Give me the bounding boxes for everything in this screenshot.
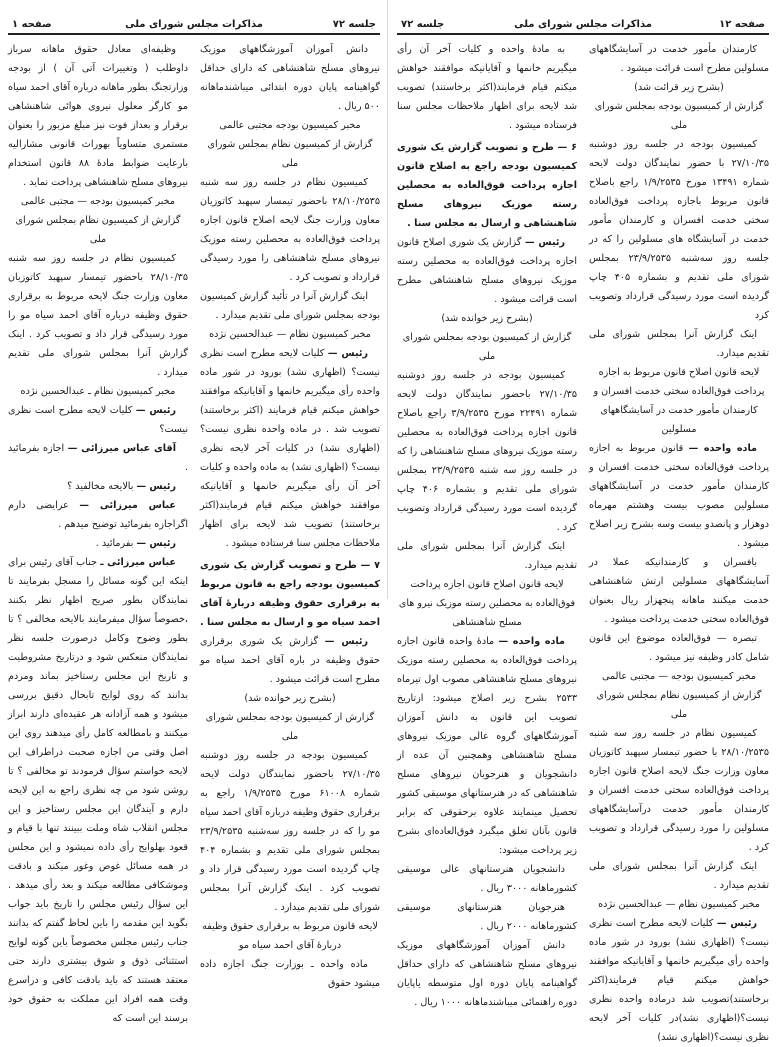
- paragraph-text: (بشرح زیر قرائت شد): [634, 82, 724, 93]
- right-page: [389, 0, 777, 1043]
- centered-heading: [200, 325, 380, 344]
- speaker-paragraph: [200, 632, 380, 689]
- centered-heading: [589, 97, 769, 135]
- speaker-name: ماده واحده —: [688, 443, 757, 454]
- paragraph-text: دانش آموزان آموزشگاههای موزیک نیروهای مسلح شاهنشاهی که دارای حداقل گواهینامه پایان دوره اول متوسطه یاپایان دوره راهنمائی میباشندماهانه ۱۰۰۰ ریال .: [397, 940, 577, 1008]
- paragraph-text: لایحه قانون اصلاح قانون مربوط به اجازه پرداخت فوق‌العاده سختی خدمت افسران و کارمندان مأمور خدمت در آسایشگاههای مسلولین: [593, 367, 765, 435]
- paragraph-text: گزارش از کمیسیون نظام بمجلس شورای ملی: [207, 139, 373, 169]
- page-number: صفحه ۱۲: [719, 19, 765, 30]
- speaker-paragraph: [8, 496, 188, 534]
- paragraph-text: کمیسیون بودجه در جلسه روز دوشنبه ۲۷/۱۰/۳۵ با حضور نمایندگان دولت لایحه شماره ۱۳۴۹۱ مورخ ۱/۹/۲۵۳۵ راجع باصلاح قانون مربوط باجازه پرداخت فوق‌العاده سختی خدمت افسران و کارمندان مأمور خدمت در آسایشگاه های مسلولین را که در جلسه روز سه‌شنبه ۲۳/۹/۲۵۳۵ بمجلس شورای ملی تقدیم و بشماره ۴۰۵ چاپ گردیده است مورد رسیدگی قرارداد وتصویب کرد: [589, 139, 770, 321]
- paragraph: [397, 936, 577, 1012]
- paragraph-text: کمیسیون بودجه در جلسه روز دوشنبه ۲۷/۱۰/۳۵ باحضور نمایندگان دولت لایحه شماره ۶۱۰۰۸ مورخ ۱/۹/۲۵۳۵ راجع به برقراری حقوق وظیفه درباره آقای احمد سیاه مو را که در جلسه روز سه‌شنبه ۲۳/۹/۲۵۳۵ بمجلس شورای ملی تقدیم و بشماره ۴۰۴ چاپ گردیده است مورد رسیدگی قرار داد و تصویب کرد . اینک گزارش آنرا بمجلس شورای ملی تقدیم میدارد .: [200, 750, 380, 913]
- paragraph-text: اینک گزارش آنرا بمجلس شورای ملی تقدیم میدارد .: [589, 861, 769, 891]
- paragraph-text: مخبر کمیسیون نظام ـ عبدالحسین نژده: [20, 386, 176, 397]
- speaker-paragraph: [397, 632, 577, 860]
- paragraph-text: مخبر کمیسیون بودجه مجتبی عالمی: [219, 120, 361, 131]
- paragraph-text: گزارش از کمیسیون بودجه بمجلس شورای ملی: [402, 332, 572, 362]
- paragraph: [589, 135, 769, 325]
- paragraph-text: اجازه بفرمائید .: [8, 443, 188, 473]
- running-title: مذاکرات مجلس شورای ملی: [514, 19, 652, 30]
- paragraph: [589, 553, 769, 629]
- paragraph-text: جناب آقای رئیس برای اینکه این گونه مسائل را مسجل بفرمایند تا نمایندگان بطور صریح اظهار نظر بکنند ،خصوصاً سؤال میفرمایند بالایحه مخالفی ؟ تا بطور وضوح وکامل درصورت جلسه نظر نمایندگان منعکس شود و درتاریخ مشروطیت و تاریخ این مجلس رستاخیز بماند ومردم بدانند که روی لوایح تابحال دقیق بررسی میشود و همه آزادانه هر عقیده‌ای دارند ابراز میکنند و بامطالعه کامل رأی میدهند روی این اصل وقتی من اجازه صحبت دراطراف این لایحه خواستم سؤال فرمودند تو مخالفی ؟ تا روشن شود من چه نظری راجع به این لایحه دارم و آیندگان این مجلس رستاخیز و این مجلس انقلاب شاه وملت ببینند تنها با قیام و قعود بهلوایح رأی داده نمیشود و این مجلس در همه مسائل غوص وغور میکند و بادقت وموشکافی مطالعه میکند و بعد رأی میدهد . این سؤال رئیس مجلس را تاریخ باید جواب بگوید این مقدمه را باین لحاظ گفتم که بدانند جناب رئیس مجلس مخصوصاً باین گونه لوایح استثنائی ذوق و شوق بیشتری دارند حتی معتقد هستند که باید بادقت کافی و دراسرع وقت همه افراد این مملکت به حقوق خود برسند این است که: [8, 557, 188, 1024]
- paragraph-text: مخبر کمیسیون نظام — عبدالحسین نژده: [209, 329, 371, 340]
- paragraph-text: گزارش از کمیسیون نظام بمجلس شورای ملی: [596, 690, 762, 720]
- speaker-paragraph: [589, 914, 769, 1047]
- paragraph: [200, 746, 380, 917]
- paragraph: [200, 955, 380, 993]
- paragraph: [200, 287, 380, 325]
- session-label: جلسه ۷۲: [401, 19, 445, 30]
- centered-heading: [200, 135, 380, 173]
- paragraph-text: مخبر کمیسیون بودجه — مجتبی عالمی: [601, 671, 757, 682]
- paragraph-text: بالایحه مخالفید ؟: [67, 481, 134, 492]
- column-left: [397, 40, 577, 1012]
- centered-heading: [200, 708, 380, 746]
- paragraph-text: گزارش یک شوری برقراری حقوق وظیفه در باره آقای احمد سیاه مو مطرح است قرائت میشود .: [200, 636, 380, 685]
- paragraph-text: ۷ — طرح و تصویب گزارش یک شوری کمیسیون بودجه راجع به قانون مربوط به برقراری حقوق وظیفه دربارهٔ آقای احمد سیاه مو و ارسال به مجلس سنا .: [200, 560, 380, 628]
- page-number: صفحه ۱: [12, 19, 52, 30]
- paragraph-text: کمیسیون نظام در جلسه روز سه شنبه ۲۸/۱۰/۲۵۳۵ با حضور تیمسار سپهبد کاتوزیان معاون وزارت جنگ لایحه اصلاح قانون اجازه پرداخت فوق‌العاده سختی خدمت افسران و کارمندان مأمور خدمت درآسایشگاههای مسلولین را مورد رسیدگی قرارداد و تصویب کرد .: [589, 728, 769, 853]
- page-gutter-divider: [387, 0, 388, 599]
- paragraph-text: لایحه قانون مربوط به برقراری حقوق وظیفه دربارهٔ آقای احمد سیاه مو: [202, 921, 378, 951]
- paragraph-text: تبصره — فوق‌العاده موضوع این قانون شامل کادر وظیفه نیز میشود .: [589, 633, 769, 663]
- speaker-paragraph: [200, 344, 380, 553]
- paragraph: [589, 724, 769, 857]
- paragraph-text: لایحه قانون اصلاح قانون اجازه پرداخت فوق‌العاده به محصلین رسته موزیک نیرو های مسلح شاهنشاهی: [398, 579, 576, 628]
- paragraph-text: اینک گزارش آنرا بمجلس شورای ملی تقدیم میدارد.: [589, 329, 769, 359]
- paragraph-text: کلیات لایحه مطرح است نظری نیست؟: [8, 405, 188, 435]
- speaker-name: ماده واحده —: [498, 636, 565, 647]
- speaker-name: آقای عباس میرزائی —: [67, 443, 176, 454]
- left-page: [0, 0, 388, 1024]
- paragraph-text: به مادهٔ واحده و کلیات آخر آن رأی میگیریم خانمها و آقایانیکه موافقند خواهش میکنم قیام فرمایند(اکثر برخاستند) تصویب شد لایحه برای اظهار ملاحظات مجلس سنا فرستاده میشود .: [397, 44, 577, 131]
- speaker-name: رئیس —: [324, 636, 368, 647]
- speaker-paragraph: [8, 401, 188, 439]
- speaker-name: رئیس —: [136, 538, 176, 549]
- paragraph-text: گزارش از کمیسیون نظام بمجلس شورای ملی: [15, 215, 181, 245]
- paragraph-text: گزارش از کمیسیون بودجه بمجلس شورای ملی: [205, 712, 375, 742]
- speaker-paragraph: [8, 439, 188, 477]
- paragraph-text: وظیفه‌ای معادل حقوق ماهانه سرباز داوطلب ( وتغییرات آتی آن ) از بودجه وزارتجنگ بطور ماهانه درباره آقای احمد سیاه مو کارگر معلول نیروی هوائی شاهنشاهی برقرار و بعداز فوت نیز مبلغ مزبور را بعنوان مستمری متساویاً بهوراث قانونی مشارالیه بارعایت ضوابط مادهٔ ۸۸ قانون استخدام نیروهای مسلح شاهنشاهی پرداخت نماید .: [8, 44, 188, 188]
- paragraph-text: دانشجویان هنرستانهای عالی موسیقی کشورماهانه ۳۰۰۰ ریال .: [397, 864, 577, 894]
- paragraph-text: بافسران و کارمندانیکه عملا در آسایشگاههای مسلولین ارتش شاهنشاهی خدمت میکنند ماهانه پنجهزار ریال بعنوان فوق‌العاده سختی خدمت پرداخت میشود .: [589, 557, 769, 625]
- paragraph-text: کمیسیون بودجه در جلسه روز دوشنبه ۲۷/۱۰/۳۵ باحضور نمایندگان دولت لایحه شماره ۲۲۴۹۱ مورخ ۳/۹/۲۵۳۵ راجع باصلاح قانون اجازه پرداخت فوق‌العاده به محصلین رسته موزیک نیروهای مسلح شاهنشاهی را که در جلسه روز سه شنبه ۲۳/۹/۲۵۳۵ بمجلس شورای ملی تقدیم و بشماره ۴۰۶ چاپ گردیده است مورد رسیدگی قرارداد وتصویب کرد .: [397, 370, 578, 533]
- paragraph-text: دانش آموزان آموزشگاههای موزیک نیروهای مسلح شاهنشاهی که دارای حداقل گواهینامه پایان دوره ابتدائی میباشندماهانه ۵۰۰ ریال .: [200, 44, 380, 112]
- speaker-paragraph: [397, 233, 577, 309]
- column-right: [200, 40, 380, 993]
- paragraph: [397, 366, 577, 537]
- paragraph-text: بفرمائید .: [95, 538, 134, 549]
- running-title: مذاکرات مجلس شورای ملی: [125, 19, 263, 30]
- paragraph: [397, 40, 577, 135]
- page-header: [397, 19, 769, 35]
- paragraph-text: (بشرح زیر خوانده شد): [244, 693, 336, 704]
- centered-heading: [397, 309, 577, 328]
- column-left: [8, 40, 188, 1028]
- speaker-paragraph: [589, 439, 769, 553]
- speaker-paragraph: [8, 534, 188, 553]
- paragraph: [589, 857, 769, 895]
- centered-heading: [589, 667, 769, 686]
- paragraph-text: گزارش از کمیسیون بودجه بمجلس شورای ملی: [594, 101, 764, 131]
- speaker-name: رئیس —: [524, 237, 565, 248]
- centered-heading: [589, 686, 769, 724]
- page-header: [8, 19, 380, 35]
- centered-heading: [589, 363, 769, 439]
- paragraph-text: کمیسیون نظام در جلسه روز سه شنبه ۲۸/۱۰/۲۵۳۵ باحضور تیمسار سپهبد کاتوزیان معاون وزارت جنگ لایحه اصلاح قانون اجازه پرداخت فوق‌العاده به محصلین رسته موزیک نیروهای مسلح شاهنشاهی را مورد رسیدگی قرارداد و تصویب کرد .: [200, 177, 380, 283]
- centered-heading: [397, 328, 577, 366]
- speaker-name: رئیس —: [327, 348, 368, 359]
- paragraph: [589, 325, 769, 363]
- speaker-paragraph: [8, 477, 188, 496]
- agenda-item-heading: [200, 556, 380, 632]
- paragraph-text: مادهٔ واحده قانون اجازه پرداخت فوق‌العاده به محصلین رسته موزیک نیروهای مسلح شاهنشاهی مصوب اول تیرماه ۲۵۳۳ بشرح زیر اصلاح میشود: ازتاریخ تصویب این قانون به دانش آموزان آموزشگاههای گروه عالی موزیک نیروهای مسلح شاهنشاهی وهمچنین آن عده از دانشجویان و هنرجویان نیروهای مسلح شاهنشاهی که در هنرستانهای موسیقی کشور تحصیل مینمایند علاوه برحقوقی که برابر قانون بآنان تعلق میگیرد فوق‌العاده‌ای بشرح زیر پرداخت میشود:: [397, 636, 577, 856]
- paragraph-text: هنرجویان هنرستانهای موسیقی کشورماهانه ۲۰۰۰ ریال .: [397, 902, 577, 932]
- centered-heading: [8, 192, 188, 211]
- column-right: [589, 40, 769, 1047]
- paragraph: [589, 629, 769, 667]
- centered-heading: [200, 689, 380, 708]
- centered-heading: [589, 78, 769, 97]
- agenda-item-heading: [397, 138, 577, 233]
- paragraph: [397, 898, 577, 936]
- paragraph-text: ماده واحده ـ بوزارت جنگ اجازه داده میشود حقوق: [200, 959, 380, 989]
- paragraph-text: مخبر کمیسیون بودجه — مجتبی عالمی: [20, 196, 176, 207]
- paragraph-text: عرایضی دارم اگراجازه بفرمائید توضیح میدهم .: [8, 500, 188, 530]
- paragraph-text: گزارش یک شوری اصلاح قانون اجازه پرداخت فوق‌العاده به محصلین رسته موزیک نیروهای مسلح شاهنشاهی مطرح است قرائت میشود .: [397, 237, 577, 305]
- paragraph-text: کلیات لایحه مطرح است نظری نیست؟ (اظهاری نشد) بورود در شور ماده واحده رأی میگیریم خانمها و آقایانیکه موافقند خواهش میکنم قیام فرمایند (اکثر برخاستند) تصویب شد . در ماده واحده نظری نیست؟(اظهاری نشد) در کلیات آخر لایحه نظری نیست؟ (اظهاری نشد) به ماده واحده و کلیات آخر آن رأی میگیریم خانمها و آقایانیکه موافقند خواهش میکنم قیام فرمایند(اکثر برخاستند) تصویب شد لایحه برای اظهار ملاحظات مجلس سنا فرستاده میشود .: [200, 348, 380, 549]
- paragraph-text: قانون مربوط به اجازه پرداخت فوق‌العاده سختی خدمت افسران و کارمندان مأمور خدمت در آسایشگاههای مسلولین مصوب بیست وهشتم مهرماه دوهزار و پانصدو بیست وسه بشرح زیر اصلاح میشود .: [589, 443, 769, 549]
- paragraph: [589, 40, 769, 78]
- paragraph: [8, 40, 188, 192]
- paragraph: [397, 537, 577, 575]
- paragraph-text: کلیات لایحه مطرح است نظری نیست؟ (اظهاری نشد) بورود در شور ماده واحده رأی میگیریم خانمها و آقایانیکه موافقند خواهش میکنم قیام فرمایند(اکثر برخاستند)تصویب شد درماده واحده نظری نیست؟(اظهاری نشد)در کلیات آخر لایحه نظری نیست؟(اظهاری نشد): [589, 918, 769, 1043]
- paragraph-text: کمیسیون نظام در جلسه روز سه شنبه ۲۸/۱۰/۳۵ باحضور تیمسار سپهبد کاتوزیان معاون وزارت جنگ لایحه مربوط به برقراری حقوق وظیفه درباره آقای احمد سیاه مو را مورد رسیدگی قرار داد و تصویب کرد . اینک گزارش آنرا بمجلس شورای ملی تقدیم میدارد .: [8, 253, 188, 378]
- paragraph-text: اینک گزارش آنرا بمجلس شورای ملی تقدیم میدارد.: [397, 541, 577, 571]
- paragraph: [397, 860, 577, 898]
- centered-heading: [200, 917, 380, 955]
- paragraph: [200, 40, 380, 116]
- centered-heading: [397, 575, 577, 632]
- paragraph-text: (بشرح زیر خوانده شد): [441, 313, 533, 324]
- centered-heading: [8, 211, 188, 249]
- paragraph: [8, 249, 188, 382]
- centered-heading: [8, 382, 188, 401]
- paragraph-text: اینک گزارش آنرا در تأئید گزارش کمیسیون بودجه بمجلس شورای ملی تقدیم میدارد .: [200, 291, 380, 321]
- paragraph: [200, 173, 380, 287]
- paragraph-text: مخبر کمیسیون نظام — عبدالحسین نژده: [598, 899, 760, 910]
- speaker-name: رئیس —: [136, 481, 176, 492]
- centered-heading: [200, 116, 380, 135]
- speaker-name: رئیس —: [716, 918, 757, 929]
- speaker-paragraph: [8, 553, 188, 1028]
- paragraph-text: کارمندان مأمور خدمت در آسایشگاههای مسلولین مطرح است قرائت میشود .: [589, 44, 769, 74]
- centered-heading: [589, 895, 769, 914]
- speaker-name: عباس میرزائی ـ: [100, 557, 176, 568]
- speaker-name: رئیس —: [135, 405, 176, 416]
- session-label: جلسه ۷۲: [332, 19, 376, 30]
- speaker-name: عباس میرزائی —: [79, 500, 176, 511]
- paragraph-text: ۶ — طرح و تصویب گزارش یک شوری کمیسیون بودجه راجع به اصلاح قانون اجازه پرداخت فوق‌العاده به محصلین رسته موزیک نیروهای مسلح شاهنشاهی و ارسال به مجلس سنا .: [397, 142, 577, 229]
